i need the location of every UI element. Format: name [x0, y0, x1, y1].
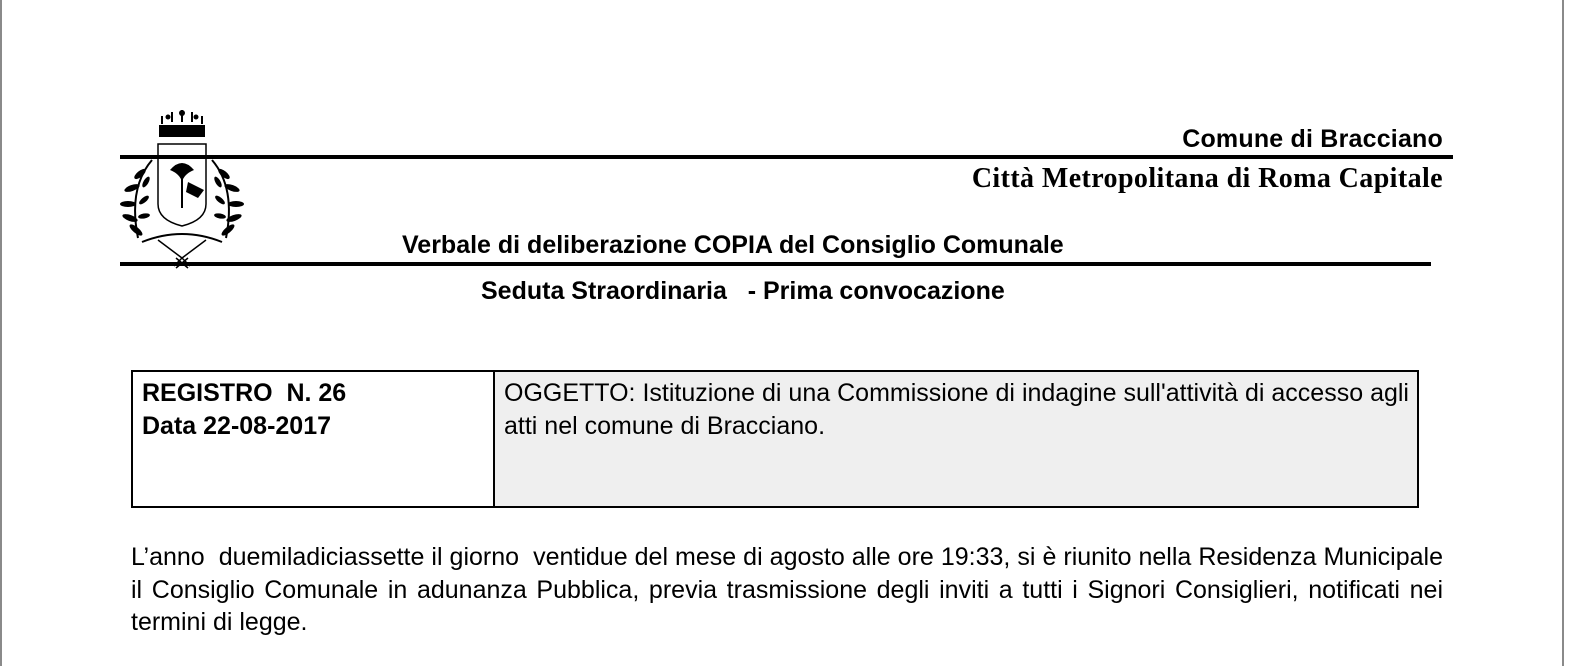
metropolitan-city-name: Città Metropolitana di Roma Capitale: [971, 163, 1443, 194]
title-rule: [120, 262, 1431, 266]
register-number: REGISTRO N. 26: [142, 379, 347, 407]
municipality-name: Comune di Bracciano: [1182, 125, 1443, 153]
subject-cell: [495, 372, 1417, 506]
header-rule: [120, 155, 1453, 159]
document-title: Verbale di deliberazione COPIA del Consiglio Comunale: [402, 231, 1064, 259]
register-box: [131, 370, 1419, 508]
opening-paragraph: L’anno duemiladiciassette il giorno ventidue del mese di agosto alle ore 19:33, si è riunito nella Residenza Municipale il Consiglio Comunale in adunanza Pubblica, previa trasmissione degli inviti a tutti i Signori Consiglieri, notificati nei termini di legge.: [131, 543, 1450, 636]
coat-of-arms-icon: [118, 108, 246, 276]
register-info: [133, 372, 495, 506]
subject-text: OGGETTO: Istituzione di una Commissione di indagine sull'attività di accesso agli atti nel comune di Bracciano.: [504, 379, 1409, 440]
register-date: Data 22-08-2017: [142, 412, 332, 440]
session-type: Seduta Straordinaria - Prima convocazione: [481, 277, 1005, 305]
